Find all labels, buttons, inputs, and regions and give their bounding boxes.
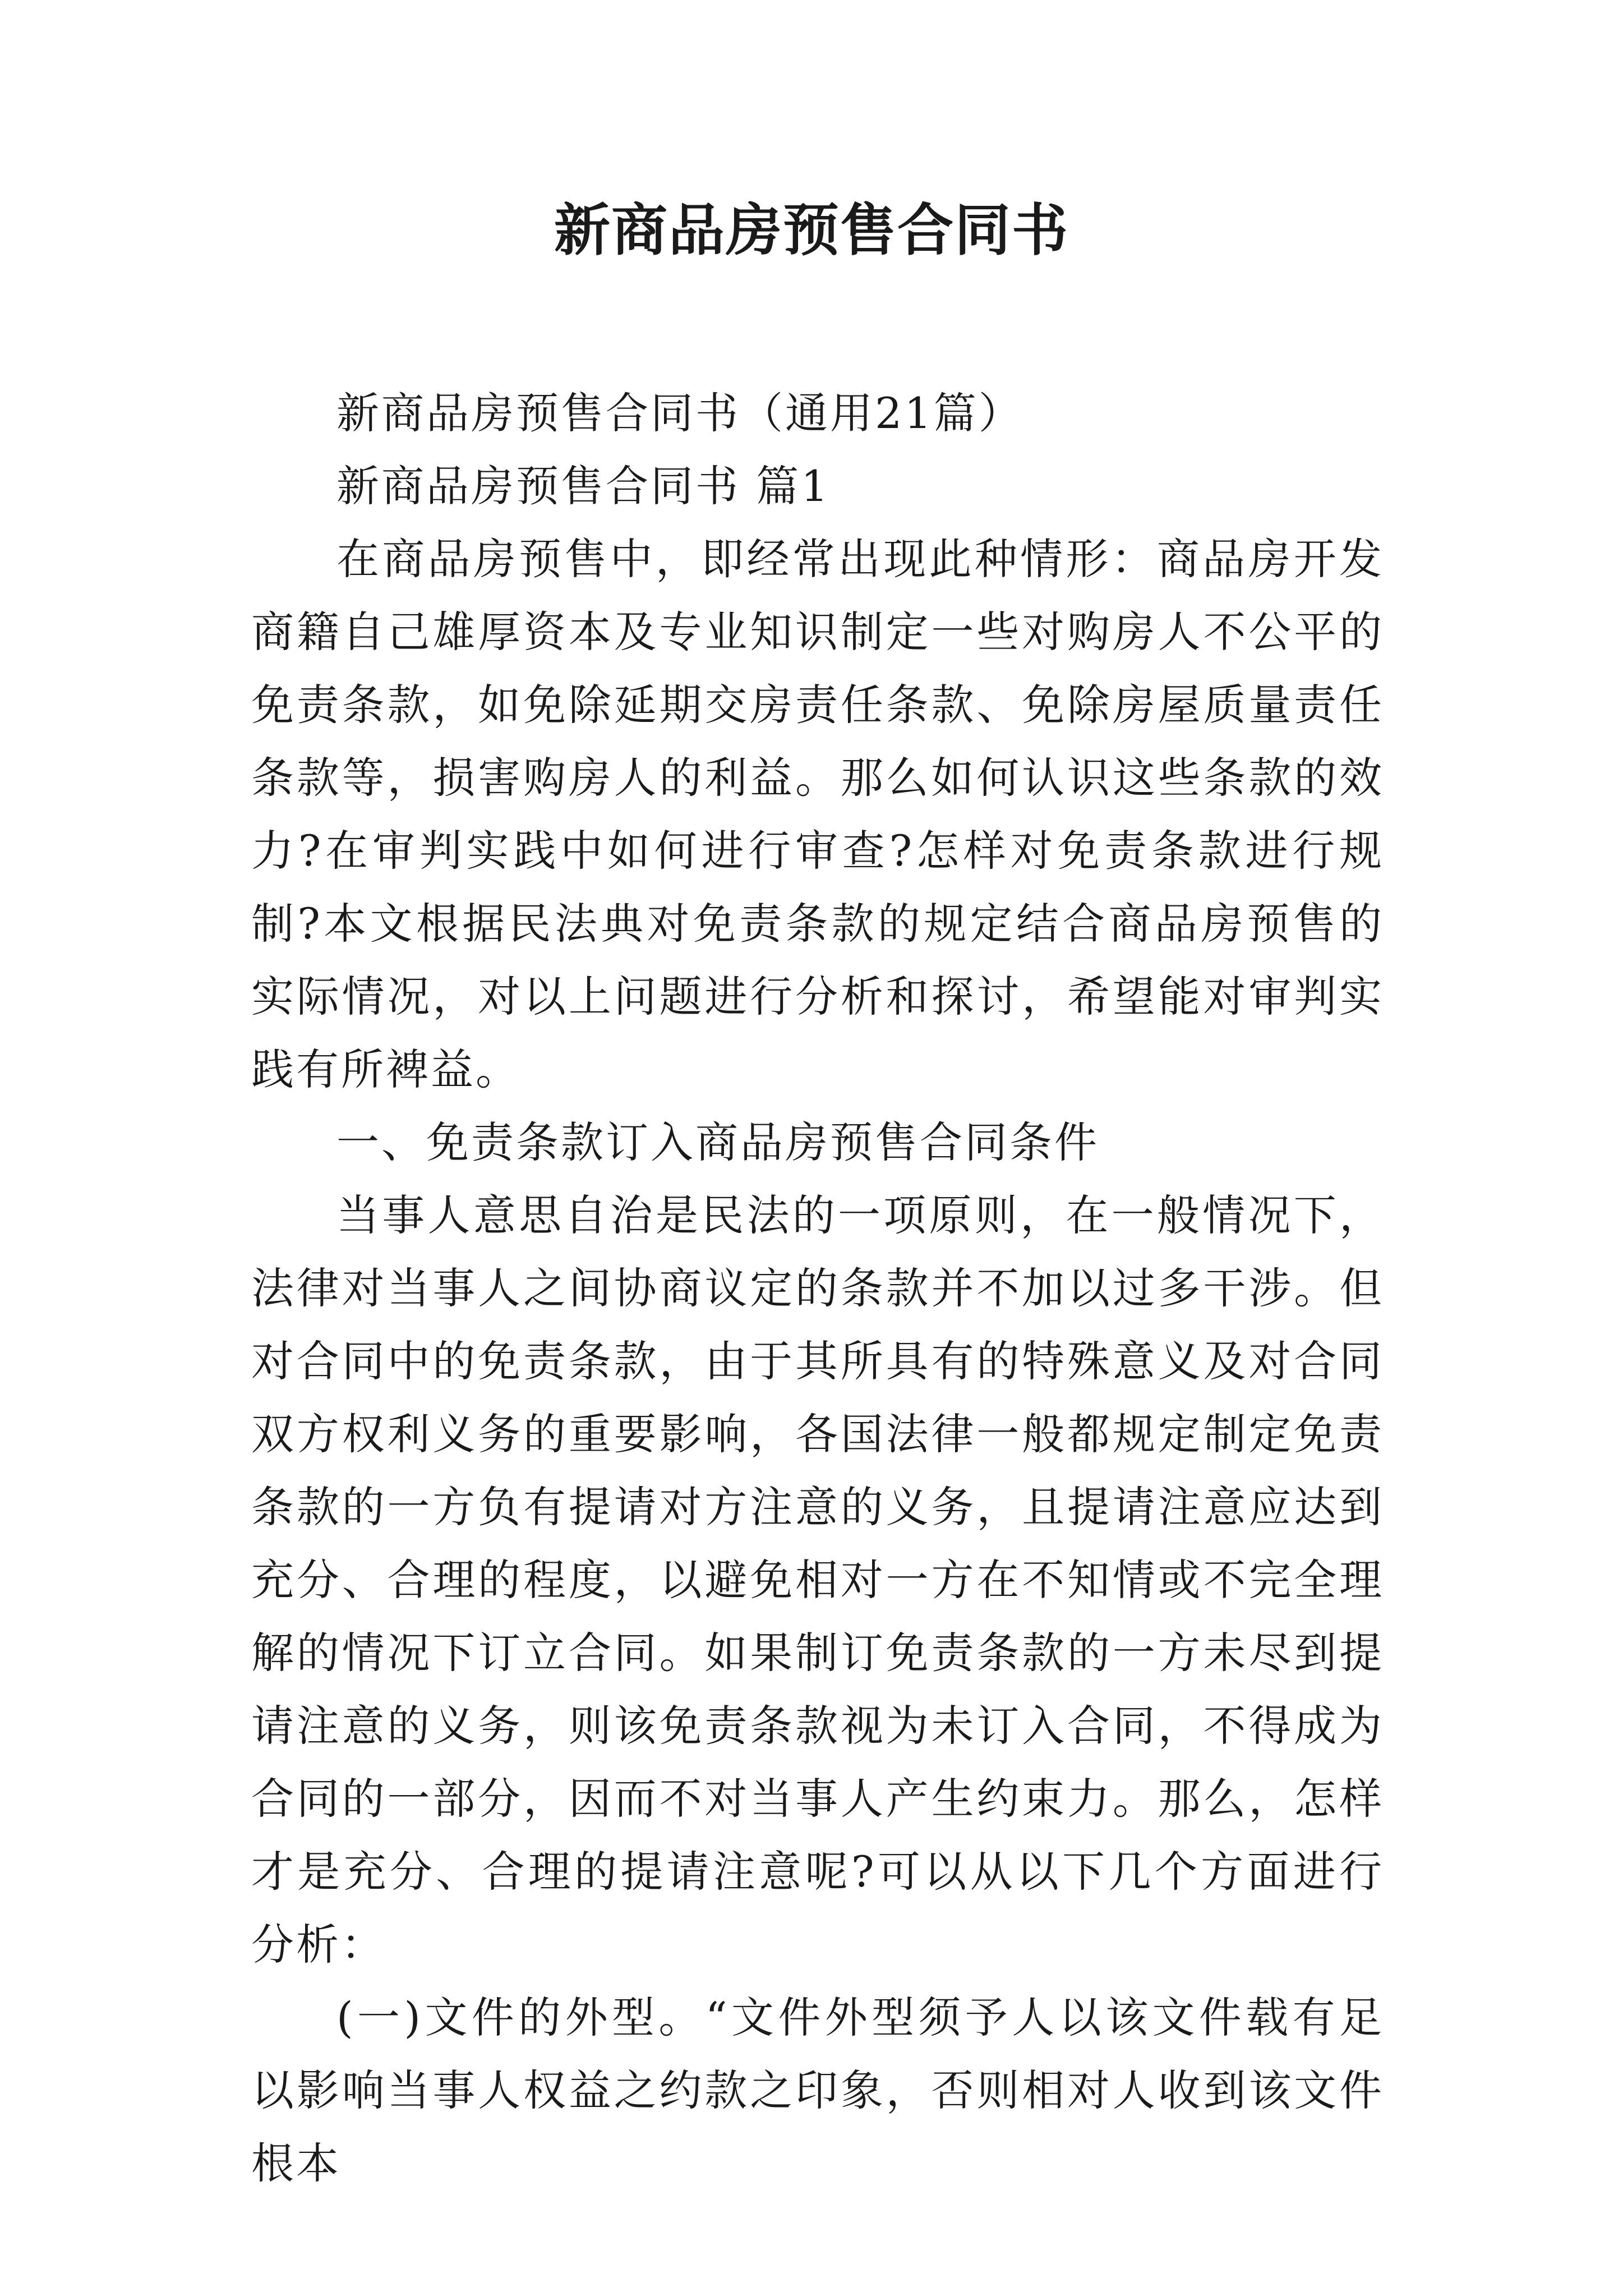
- paragraph-subtitle: 新商品房预售合同书（通用21篇）: [336, 388, 1023, 438]
- paragraph-section-heading: 新商品房预售合同书 篇1: [336, 461, 831, 511]
- paragraph-heading-one: 一、免责条款订入商品房预售合同条件: [336, 1117, 1099, 1167]
- document-title: 新商品房预售合同书: [554, 197, 1069, 263]
- paragraph-document-form: (一)文件的外型。“文件外型须予人以该文件载有足以影响当事人权益之约款之印象，否则相对人收到该文件根本: [251, 1993, 1384, 2188]
- paragraph-principle: 当事人意思自治是民法的一项原则，在一般情况下，法律对当事人之间协商议定的条款并不加以过多干涉。但对合同中的免责条款，由于其所具有的特殊意义及对合同双方权利义务的重要影响，各国法律一般都规定制定免责条款的一方负有提请对方注意的义务，且提请注意应达到充分、合理的程度，以避免相对一方在不知情或不完全理解的情况下订立合同。如果制订免责条款的一方未尽到提请注意的义务，则该免责条款视为未订入合同，不得成为合同的一部分，因而不对当事人产生约束力。那么，怎样才是充分、合理的提请注意呢?可以从以下几个方面进行分析：: [251, 1190, 1384, 1970]
- document-body: [251, 377, 1384, 2200]
- paragraph-intro: 在商品房预售中，即经常出现此种情形：商品房开发商籍自己雄厚资本及专业知识制定一些对购房人不公平的免责条款，如免除延期交房责任条款、免除房屋质量责任条款等，损害购房人的利益。那么如何认识这些条款的效力?在审判实践中如何进行审查?怎样对免责条款进行规制?本文根据民法典对免责条款的规定结合商品房预售的实际情况，对以上问题进行分析和探讨，希望能对审判实践有所裨益。: [251, 534, 1384, 1094]
